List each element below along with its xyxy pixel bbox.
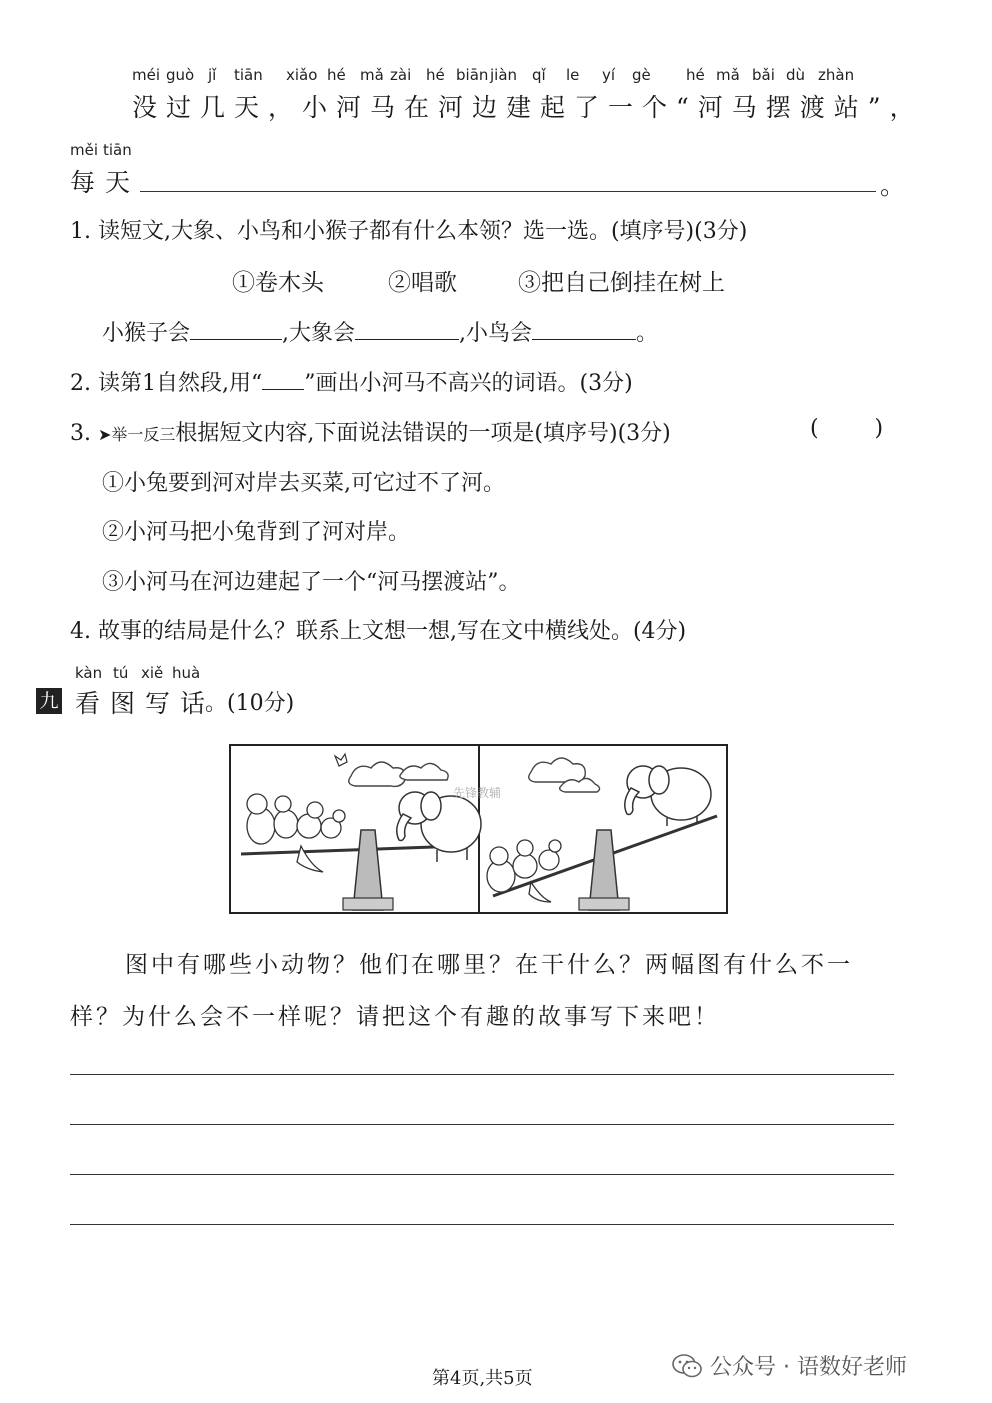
section9-score: 。(10分) bbox=[205, 691, 295, 716]
q1-blank-bird[interactable] bbox=[532, 338, 636, 340]
pinyin: jǐ bbox=[208, 66, 217, 84]
pinyin: hé bbox=[426, 66, 445, 84]
pinyin: guò bbox=[166, 66, 195, 84]
watermark-text: 公众号 · 语数好老师 bbox=[710, 1355, 907, 1380]
passage-line2-pinyin: tiān bbox=[103, 141, 132, 159]
pinyin: qǐ bbox=[532, 66, 546, 84]
pinyin: tiān bbox=[234, 66, 263, 84]
passage-line2-text: 每天 bbox=[70, 168, 141, 197]
section9-pinyin: huà bbox=[172, 664, 201, 682]
picture-watermark: 先锋教辅 bbox=[453, 786, 502, 800]
pinyin: mǎ bbox=[360, 66, 384, 84]
passage-line1-pinyin bbox=[132, 66, 872, 86]
q3-answer-paren[interactable]: ( ) bbox=[810, 416, 884, 441]
passage-line2-pinyin: měi bbox=[70, 141, 99, 159]
question-1-prompt: 1. 读短文,大象、小鸟和小猴子都有什么本领？选一选。(填序号)(3分) bbox=[70, 219, 748, 244]
q2-underline-sample bbox=[262, 388, 304, 390]
section9-pinyin: kàn bbox=[75, 664, 103, 682]
q1-fill-monkey-label: 小猴子会 bbox=[102, 321, 191, 346]
pinyin: hé bbox=[327, 66, 346, 84]
question-3-prompt bbox=[70, 416, 671, 447]
pinyin: zài bbox=[390, 66, 412, 84]
elephant-icon bbox=[397, 792, 481, 862]
pinyin: jiàn bbox=[490, 66, 518, 84]
section9-pinyin: tú bbox=[113, 664, 129, 682]
pinyin: hé bbox=[686, 66, 705, 84]
bird-icon bbox=[335, 754, 347, 766]
pinyin: zhàn bbox=[818, 66, 855, 84]
passage-line2-end: 。 bbox=[880, 171, 920, 200]
cloud-icon bbox=[349, 762, 448, 786]
q3-option-2: ②小河马把小兔背到了河对岸。 bbox=[102, 520, 411, 545]
q1-fill-row bbox=[102, 316, 658, 347]
q2-prompt-b: ”画出小河马不高兴的词语。(3分) bbox=[304, 371, 633, 396]
pinyin: le bbox=[566, 66, 580, 84]
writing-line-3[interactable] bbox=[70, 1174, 894, 1175]
writing-line-1[interactable] bbox=[70, 1074, 894, 1075]
section9-instructions-1: 图中有哪些小动物？他们在哪里？在干什么？两幅图有什么不一 bbox=[125, 952, 853, 978]
section9-pinyin: xiě bbox=[141, 664, 164, 682]
pinyin: méi bbox=[132, 66, 161, 84]
writing-line-2[interactable] bbox=[70, 1124, 894, 1125]
q1-blank-monkey[interactable] bbox=[190, 338, 282, 340]
pinyin: yí bbox=[602, 66, 616, 84]
picture-frame bbox=[229, 744, 728, 914]
passage-line1-text: 没过几天，小河马在河边建起了一个“河马摆渡站”， bbox=[132, 93, 924, 122]
q3-tag: ➤举一反三 bbox=[97, 425, 176, 444]
q1-fill-bird-label: ,小鸟会 bbox=[459, 321, 533, 346]
answer-line-ending[interactable] bbox=[140, 191, 876, 192]
q1-fill-elephant-label: ,大象会 bbox=[282, 321, 356, 346]
q2-prompt-a: 2. 读第1自然段,用“ bbox=[70, 371, 263, 396]
pinyin: gè bbox=[632, 66, 651, 84]
section9-title: 看图写话 bbox=[75, 689, 216, 718]
question-2-prompt bbox=[70, 366, 633, 397]
q1-option-2: ②唱歌 bbox=[388, 270, 457, 296]
pinyin: xiǎo bbox=[286, 66, 318, 84]
page-number: 第4页,共5页 bbox=[432, 1368, 533, 1389]
wechat-watermark bbox=[672, 1350, 907, 1381]
animals-group-icon bbox=[247, 794, 345, 872]
writing-line-4[interactable] bbox=[70, 1224, 894, 1225]
q1-option-3: ③把自己倒挂在树上 bbox=[518, 270, 725, 296]
q3-option-3: ③小河马在河边建起了一个“河马摆渡站”。 bbox=[102, 570, 521, 595]
wechat-icon bbox=[672, 1353, 702, 1379]
elephant-icon bbox=[625, 766, 711, 826]
q1-blank-elephant[interactable] bbox=[355, 338, 459, 340]
section9-instructions-2: 样？为什么会不一样呢？请把这个有趣的故事写下来吧！ bbox=[70, 1004, 720, 1030]
pinyin: mǎ bbox=[716, 66, 740, 84]
pinyin: biān bbox=[456, 66, 489, 84]
question-4-prompt: 4. 故事的结局是什么？联系上文想一想,写在文中横线处。(4分) bbox=[70, 619, 687, 644]
q1-fill-end: 。 bbox=[636, 321, 659, 346]
cloud-icon bbox=[529, 758, 600, 792]
q3-prompt-text: 根据短文内容,下面说法错误的一项是(填序号)(3分) bbox=[175, 421, 671, 446]
pinyin: bǎi bbox=[752, 66, 775, 84]
q3-option-1: ①小兔要到河对岸去买菜,可它过不了河。 bbox=[102, 471, 505, 496]
seesaw-illustration bbox=[231, 746, 726, 912]
pinyin: dù bbox=[786, 66, 806, 84]
section9-badge: 九 bbox=[36, 688, 62, 714]
q1-option-1: ①卷木头 bbox=[232, 270, 324, 296]
q3-number: 3. bbox=[70, 421, 98, 446]
